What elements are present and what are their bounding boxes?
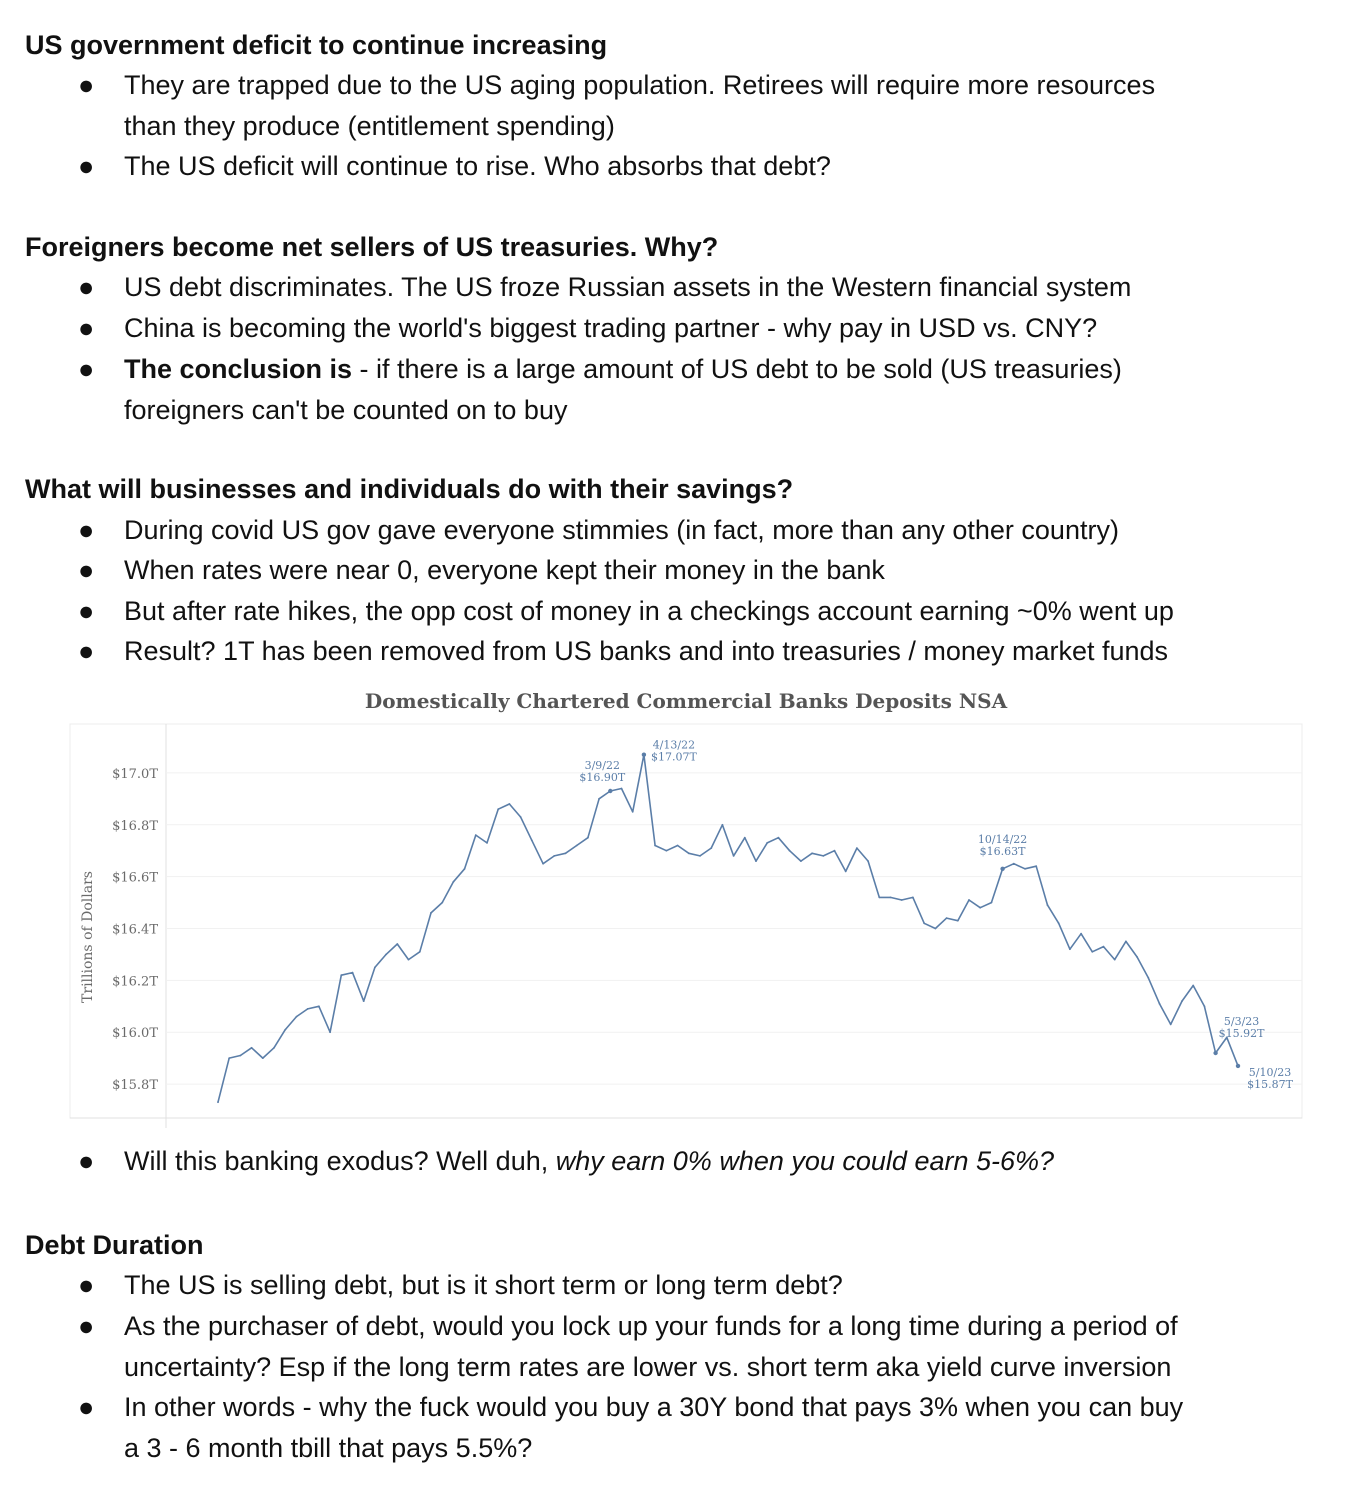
deposits-chart-svg bbox=[60, 680, 1310, 1140]
data-point bbox=[621, 788, 623, 790]
data-point bbox=[789, 850, 791, 852]
data-point bbox=[968, 899, 970, 901]
data-point bbox=[834, 850, 836, 852]
data-point bbox=[1136, 956, 1138, 958]
bullet-text bbox=[124, 550, 1329, 591]
data-point bbox=[1181, 1000, 1183, 1002]
data-point bbox=[486, 842, 488, 844]
section-heading: Foreigners become net sellers of US treasuries. Why? bbox=[25, 232, 719, 262]
bullet-line: They are trapped due to the US aging population. Retirees will require more resources bbox=[124, 70, 1156, 100]
bullet-text bbox=[124, 146, 1329, 187]
data-point bbox=[1069, 948, 1071, 950]
bullet-line: The US is selling debt, but is it short term or long term debt? bbox=[124, 1270, 843, 1300]
data-point bbox=[509, 803, 511, 805]
section-heading: US government deficit to continue increasing bbox=[25, 30, 608, 60]
data-point bbox=[565, 852, 567, 854]
data-point bbox=[1192, 985, 1194, 987]
bullet-dot-icon: ● bbox=[78, 70, 95, 100]
data-point bbox=[856, 847, 858, 849]
bullet-dot-icon: ● bbox=[78, 1146, 95, 1176]
bullet-text bbox=[124, 591, 1329, 632]
data-point bbox=[453, 881, 455, 883]
data-point bbox=[1091, 951, 1093, 953]
data-point bbox=[979, 907, 981, 909]
data-point bbox=[766, 842, 768, 844]
y-tick-label: $16.0T bbox=[112, 1026, 158, 1042]
data-point bbox=[531, 839, 533, 841]
bullet-line: When rates were near 0, everyone kept their money in the bank bbox=[124, 555, 885, 585]
data-point bbox=[912, 897, 914, 899]
bullet-line: The US deficit will continue to rise. Who absorbs that debt? bbox=[124, 151, 831, 181]
bullet-dot-icon: ● bbox=[78, 272, 95, 302]
bullet-text bbox=[124, 1306, 1329, 1387]
bullet-dot-icon: ● bbox=[78, 1270, 95, 1300]
annotation-value: $16.90T bbox=[579, 771, 626, 784]
annotation-value: $16.63T bbox=[979, 844, 1026, 858]
annotation-date: 4/13/22 bbox=[652, 738, 696, 752]
bullet-dot-icon: ● bbox=[78, 596, 95, 626]
data-point bbox=[722, 824, 724, 826]
data-point bbox=[240, 1055, 242, 1057]
data-point bbox=[475, 834, 477, 836]
bullet-text bbox=[124, 1265, 1329, 1306]
bullet-bold-text: The conclusion is bbox=[124, 354, 353, 384]
data-point bbox=[1114, 959, 1116, 961]
bullet-line: Result? 1T has been removed from US banks and into treasuries / money market funds bbox=[124, 636, 1169, 666]
data-point bbox=[262, 1057, 264, 1059]
annotation-marker bbox=[608, 789, 612, 793]
bullet-line: As the purchaser of debt, would you lock up your funds for a long time during a period of bbox=[124, 1311, 1178, 1341]
data-point bbox=[901, 899, 903, 901]
bullet-line: China is becoming the world's biggest trading partner - why pay in USD vs. CNY? bbox=[124, 313, 1098, 343]
section-heading: What will businesses and individuals do with their savings? bbox=[25, 474, 794, 504]
data-point bbox=[666, 850, 668, 852]
bullet-text bbox=[124, 65, 1329, 146]
plot-area bbox=[70, 724, 1302, 1128]
data-point bbox=[1170, 1024, 1172, 1026]
data-point bbox=[822, 855, 824, 857]
data-point bbox=[1058, 922, 1060, 924]
bullet-text bbox=[124, 631, 1329, 672]
annotation-marker bbox=[642, 753, 646, 757]
data-point bbox=[957, 920, 959, 922]
y-tick-label: $15.8T bbox=[112, 1078, 158, 1094]
data-point bbox=[396, 943, 398, 945]
data-point bbox=[284, 1029, 286, 1031]
data-point bbox=[464, 868, 466, 870]
bullet-text bbox=[124, 267, 1329, 308]
bullet-dot-icon: ● bbox=[78, 1311, 95, 1341]
data-point bbox=[385, 954, 387, 956]
data-point bbox=[845, 871, 847, 873]
bullet-dot-icon: ● bbox=[78, 555, 95, 585]
data-point bbox=[632, 811, 634, 813]
data-point bbox=[1159, 1003, 1161, 1005]
data-point bbox=[374, 967, 376, 969]
chart-frame bbox=[70, 724, 1302, 1118]
bullet-line: US debt discriminates. The US froze Russian assets in the Western financial system bbox=[124, 272, 1132, 302]
data-point bbox=[441, 902, 443, 904]
bullet-line: - if there is a large amount of US debt to be sold (US treasuries) bbox=[352, 354, 1122, 384]
y-axis-title: Trillions of Dollars bbox=[80, 871, 96, 1003]
annotation-value: $15.92T bbox=[1218, 1027, 1265, 1040]
bullet-dot-icon: ● bbox=[78, 354, 95, 384]
data-point bbox=[1024, 868, 1026, 870]
data-point bbox=[800, 860, 802, 862]
data-point bbox=[408, 959, 410, 961]
y-tick-label: $16.2T bbox=[112, 974, 158, 990]
data-point bbox=[251, 1047, 253, 1049]
data-point bbox=[598, 798, 600, 800]
data-point bbox=[935, 928, 937, 930]
data-point bbox=[1125, 941, 1127, 943]
bullet-line: a 3 - 6 month tbill that pays 5.5%? bbox=[124, 1432, 533, 1463]
data-point bbox=[778, 837, 780, 839]
section-heading: Debt Duration bbox=[25, 1230, 204, 1260]
annotation-date: 5/10/23 bbox=[1248, 1065, 1292, 1079]
bullet-dot-icon: ● bbox=[78, 515, 95, 545]
data-point bbox=[520, 816, 522, 818]
data-point bbox=[228, 1057, 230, 1059]
data-point bbox=[1013, 863, 1015, 865]
data-point bbox=[1103, 946, 1105, 948]
bullet-dot-icon: ● bbox=[78, 151, 95, 181]
data-point bbox=[677, 845, 679, 847]
data-point bbox=[991, 902, 993, 904]
annotation-value: $15.87T bbox=[1247, 1077, 1293, 1091]
data-point bbox=[744, 837, 746, 839]
bullet-text bbox=[124, 308, 1329, 349]
deposits-chart bbox=[60, 680, 1310, 1140]
bullet-line: But after rate hikes, the opp cost of money in a checkings account earning ~0% went up bbox=[124, 596, 1174, 626]
data-point bbox=[340, 974, 342, 976]
data-point bbox=[755, 860, 757, 862]
data-point bbox=[811, 852, 813, 854]
annotation-marker bbox=[1000, 867, 1004, 871]
bullet-text bbox=[124, 510, 1329, 551]
data-point bbox=[1080, 933, 1082, 935]
bullet-dot-icon: ● bbox=[78, 313, 95, 343]
bullet-text bbox=[124, 1141, 1329, 1182]
data-point bbox=[923, 922, 925, 924]
annotation-date: 3/9/22 bbox=[584, 759, 621, 772]
y-tick-label: $16.4T bbox=[112, 922, 158, 938]
bullet-line: foreigners can't be counted on to buy bbox=[124, 394, 568, 425]
data-point bbox=[296, 1016, 298, 1018]
bullet-line: In other words - why the fuck would you buy a 30Y bond that pays 3% when you can buy bbox=[124, 1392, 1184, 1422]
annotation-date: 10/14/22 bbox=[977, 832, 1028, 846]
bullet-line: uncertainty? Esp if the long term rates are lower vs. short term aka yield curve inversion bbox=[124, 1351, 1172, 1382]
data-point bbox=[867, 860, 869, 862]
data-point bbox=[878, 897, 880, 899]
annotation-marker bbox=[1236, 1064, 1240, 1068]
bullet-line: During covid US gov gave everyone stimmies (in fact, more than any other country) bbox=[124, 515, 1119, 545]
data-point bbox=[890, 897, 892, 899]
data-point bbox=[699, 855, 701, 857]
data-point bbox=[1047, 904, 1049, 906]
data-point bbox=[307, 1008, 309, 1010]
data-point bbox=[587, 837, 589, 839]
data-point bbox=[710, 847, 712, 849]
data-point bbox=[497, 808, 499, 810]
bullet-plain-text: Will this banking exodus? Well duh, bbox=[124, 1146, 556, 1176]
bullet-dot-icon: ● bbox=[78, 1392, 95, 1422]
annotation-date: 5/3/23 bbox=[1223, 1015, 1260, 1028]
data-point bbox=[363, 1000, 365, 1002]
data-point bbox=[217, 1101, 219, 1103]
data-point bbox=[946, 917, 948, 919]
chart-title: Domestically Chartered Commercial Banks Deposits NSA bbox=[364, 689, 1008, 713]
data-point bbox=[352, 972, 354, 974]
data-point bbox=[329, 1031, 331, 1033]
bullet-text bbox=[124, 1387, 1329, 1468]
bullet-text bbox=[124, 349, 1329, 430]
data-point bbox=[654, 845, 656, 847]
data-point bbox=[1147, 977, 1149, 979]
data-point bbox=[419, 951, 421, 953]
data-point bbox=[688, 852, 690, 854]
y-tick-label: $16.6T bbox=[112, 870, 158, 886]
data-point bbox=[430, 912, 432, 914]
y-tick-label: $16.8T bbox=[112, 818, 158, 834]
data-point bbox=[576, 845, 578, 847]
annotation-marker bbox=[1213, 1051, 1217, 1055]
bullet-line: than they produce (entitlement spending) bbox=[124, 110, 615, 141]
bullet-italic-text: why earn 0% when you could earn 5-6%? bbox=[555, 1146, 1055, 1176]
data-point bbox=[542, 863, 544, 865]
annotation-value: $17.07T bbox=[650, 750, 697, 764]
y-tick-label: $17.0T bbox=[112, 766, 158, 782]
data-point bbox=[318, 1005, 320, 1007]
data-point bbox=[733, 855, 735, 857]
data-point bbox=[1035, 865, 1037, 867]
data-point bbox=[273, 1047, 275, 1049]
data-point bbox=[1204, 1005, 1206, 1007]
data-point bbox=[553, 855, 555, 857]
bullet-dot-icon: ● bbox=[78, 636, 95, 666]
